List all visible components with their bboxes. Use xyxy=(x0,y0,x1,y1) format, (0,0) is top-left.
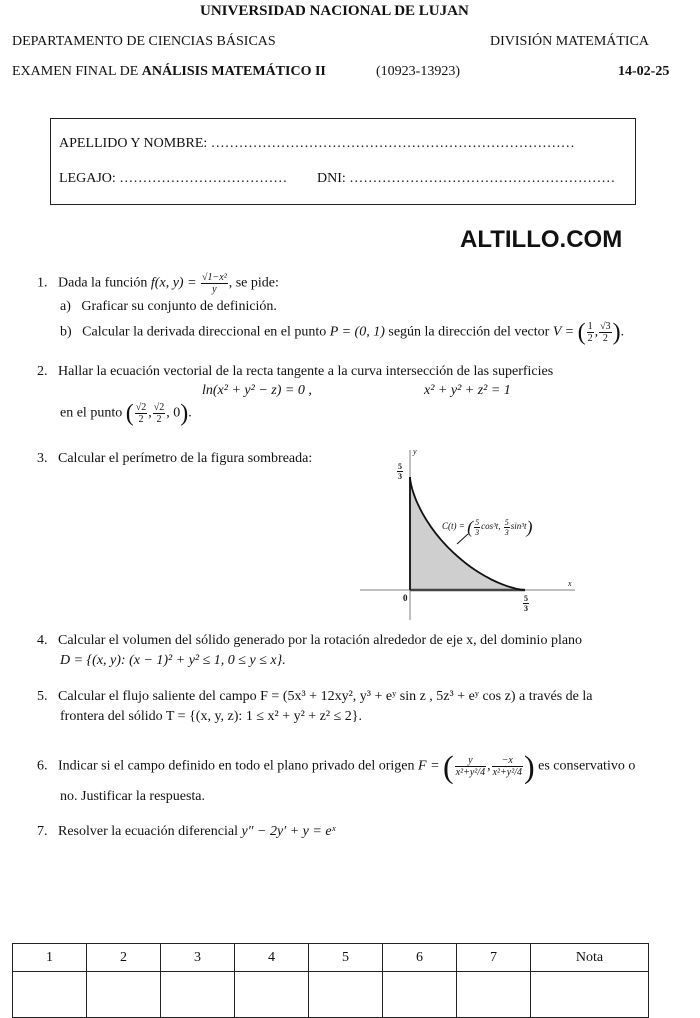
denominator: 3 xyxy=(398,472,402,481)
label: b) xyxy=(60,324,72,340)
watermark: ALTILLO.COM xyxy=(460,226,623,253)
question-number: 2. xyxy=(37,364,48,379)
question-number: 4. xyxy=(37,633,48,648)
university-title: UNIVERSIDAD NACIONAL DE LUJAN xyxy=(200,3,469,19)
question-1b: b) Calcular la derivada direccional en el punto P = (0, 1) según la dirección del vector V = ( $\frac{1}{2}$ , $\frac{√3}{2}$ ). xyxy=(60,319,625,346)
question-7 xyxy=(37,824,336,840)
course-codes: (10923-13923) xyxy=(376,64,460,79)
math: V = xyxy=(552,324,578,340)
math: F = xyxy=(418,758,444,774)
grade-header-cell: 2 xyxy=(87,944,161,972)
question-3 xyxy=(37,451,312,467)
curve-label: C(t) = ( $\frac{5}{3}$ cos³t, $\frac{5}{3}$ sin³t) xyxy=(442,517,533,537)
equation-2: x² + y² + z² = 1 xyxy=(424,383,511,398)
dni-field[interactable]: DNI: ………………………………………………… xyxy=(317,171,616,186)
numerator: 5 xyxy=(475,517,480,527)
grade-table-header xyxy=(13,944,649,972)
exam-date: 14-02-25 xyxy=(618,64,670,79)
fraction xyxy=(492,755,523,778)
text: es conservativo o xyxy=(534,758,636,774)
grade-header-cell: 7 xyxy=(457,944,531,972)
equation-1: ln(x² + y² − z) = 0 , xyxy=(202,383,312,398)
text: Indicar si el campo definido en todo el plano privado del origen xyxy=(58,758,419,774)
y-tick xyxy=(397,462,403,481)
question-2 xyxy=(37,364,553,380)
question-5 xyxy=(37,689,592,705)
question-4 xyxy=(37,633,582,649)
numerator: 5 xyxy=(398,462,402,471)
question-1 xyxy=(37,272,279,295)
denominator: 3 xyxy=(524,604,528,613)
denominator: x²+y²/4 xyxy=(455,767,486,778)
text: cos³t, xyxy=(481,521,501,532)
grade-score-cell[interactable] xyxy=(161,972,235,1018)
shaded-figure xyxy=(360,445,600,625)
question-number: 3. xyxy=(37,451,48,466)
question-1a xyxy=(60,299,277,315)
division: DIVISIÓN MATEMÁTICA xyxy=(490,34,650,49)
grade-header-cell: 5 xyxy=(309,944,383,972)
grade-score-cell[interactable] xyxy=(457,972,531,1018)
grade-score-cell[interactable] xyxy=(235,972,309,1018)
numerator: √1−x² xyxy=(202,272,227,283)
question-5-line2: frontera del sólido T = {(x, y, z): 1 ≤ x² + y² + z² ≤ 2}. xyxy=(60,709,362,724)
numerator: −x xyxy=(492,755,523,767)
numerator: y xyxy=(455,755,486,767)
text: Graficar su conjunto de definición. xyxy=(81,299,277,314)
fraction xyxy=(153,402,166,425)
text: Calcular el volumen del sólido generado por la rotación alrededor de eje x, del dominio plano xyxy=(58,633,583,648)
grade-score-cell[interactable] xyxy=(87,972,161,1018)
denominator: 2 xyxy=(138,414,144,425)
student-info-box xyxy=(50,118,636,205)
denominator: 2 xyxy=(156,414,162,425)
denominator: 2 xyxy=(602,333,608,344)
text: Calcular el perímetro de la figura sombreada: xyxy=(58,451,313,466)
text: Resolver la ecuación diferencial xyxy=(58,824,242,839)
grade-score-cell[interactable] xyxy=(531,972,649,1018)
question-6-line2: no. Justificar la respuesta. xyxy=(60,789,206,804)
numerator: 5 xyxy=(524,594,528,603)
legajo-field[interactable]: LEGAJO: ……………………………… xyxy=(59,171,288,186)
grade-header-cell: 1 xyxy=(13,944,87,972)
grade-header-cell: 4 xyxy=(235,944,309,972)
fraction xyxy=(455,755,486,778)
grade-header-cell: 6 xyxy=(383,944,457,972)
question-6: 6. Indicar si el campo definido en todo el plano privado del origen F = ( $\frac{y}{\text{x²+y²/4}}$ , $\frac{-x}{\text{x²+y²/4}}$ ) es conservativo o xyxy=(37,748,636,785)
question-number: 7. xyxy=(37,824,48,839)
subject: ANÁLISIS MATEMÁTICO II xyxy=(141,64,326,79)
denominator: 2 xyxy=(587,333,593,344)
math: y″ − 2y′ + y = eˣ xyxy=(241,824,336,839)
department: DEPARTAMENTO DE CIENCIAS BÁSICAS xyxy=(12,34,276,49)
fraction xyxy=(201,272,228,295)
math: P = (0, 1) xyxy=(329,324,385,340)
x-tick xyxy=(523,594,529,613)
grade-header-cell: 3 xyxy=(161,944,235,972)
grade-score-cell[interactable] xyxy=(309,972,383,1018)
text: , se pide: xyxy=(228,275,279,291)
text: en el punto xyxy=(60,405,126,421)
denominator: 3 xyxy=(475,527,480,537)
fraction xyxy=(135,402,148,425)
name-field[interactable]: APELLIDO Y NOMBRE: …………………………………………………………………… xyxy=(59,136,575,151)
math: f(x, y) = xyxy=(150,275,201,291)
label: a) xyxy=(60,299,71,314)
grade-table-scores xyxy=(13,972,649,1018)
fraction xyxy=(474,518,480,537)
x-axis-label: x xyxy=(568,579,572,588)
math: , 0 xyxy=(166,405,181,421)
fraction xyxy=(599,321,612,344)
question-2-point: en el punto ( $\frac{√2}{2}$ , $\frac{√2}{2}$ , 0). xyxy=(60,400,192,427)
grade-table xyxy=(12,943,649,1018)
question-4-set: D = {(x, y): (x − 1)² + y² ≤ 1, 0 ≤ y ≤ x}. xyxy=(60,653,286,668)
denominator: 3 xyxy=(504,527,509,537)
text: sin³t xyxy=(510,521,527,532)
fraction xyxy=(587,321,594,344)
question-number: 1. xyxy=(37,275,48,291)
exam-title xyxy=(12,64,326,80)
numerator: 5 xyxy=(504,517,509,527)
text: según la dirección del vector xyxy=(384,324,553,340)
text: C(t) = xyxy=(442,521,468,532)
text: Dada la función xyxy=(58,275,151,291)
exam-prefix: EXAMEN FINAL DE xyxy=(12,64,139,79)
text: Calcular la derivada direccional en el punto xyxy=(82,324,330,340)
text: Calcular el flujo saliente del campo F = (5x³ + 12xy², y³ + eʸ sin z , 5z³ + eʸ cos z) a través de la xyxy=(58,689,593,704)
text: Hallar la ecuación vectorial de la recta tangente a la curva intersección de las superficies xyxy=(58,364,554,379)
numerator: √2 xyxy=(135,402,147,413)
numerator: √3 xyxy=(600,321,611,332)
question-number: 6. xyxy=(37,758,48,774)
grade-score-cell[interactable] xyxy=(383,972,457,1018)
grade-header-cell: Nota xyxy=(531,944,649,972)
question-number: 5. xyxy=(37,689,48,704)
numerator: 1 xyxy=(587,321,593,332)
grade-score-cell[interactable] xyxy=(13,972,87,1018)
y-axis-label: y xyxy=(413,447,417,456)
denominator: y xyxy=(212,284,217,295)
numerator: √2 xyxy=(153,402,165,413)
denominator: x²+y²/4 xyxy=(492,767,522,778)
origin-label: 0 xyxy=(403,593,408,603)
fraction xyxy=(504,518,510,537)
